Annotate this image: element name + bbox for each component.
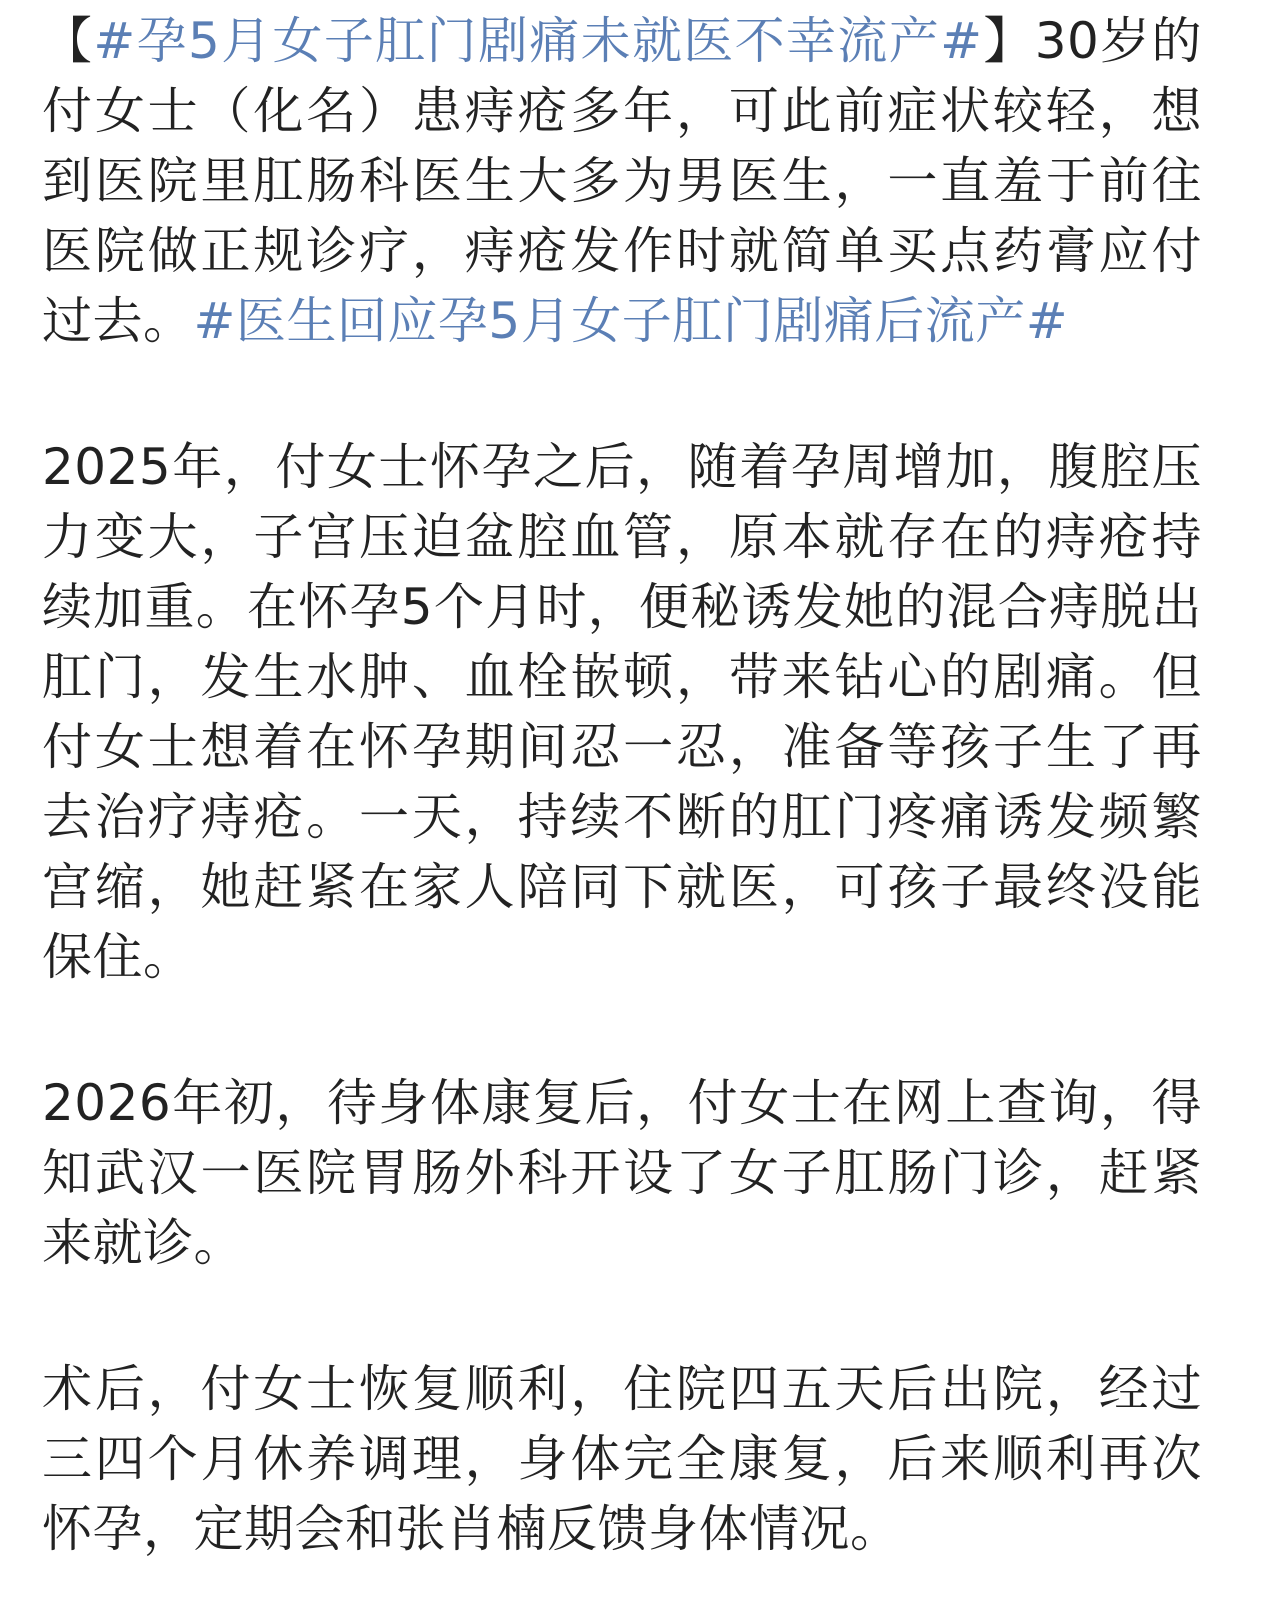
hashtag-link-main[interactable]: #孕5月女子肛门剧痛未就医不幸流产# bbox=[93, 12, 983, 70]
paragraph-recovery-visit: 2026年初，待身体康复后，付女士在网上查询，得知武汉一医院胃肠外科开设了女子肛肠门诊，赶紧来就诊。 bbox=[42, 1074, 1202, 1272]
intro-text: 30岁的付女士（化名）患痔疮多年，可此前症状较轻，想到医院里肛肠科医生大多为男医生，一直羞于前往医院做正规诊疗，痔疮发作时就简单买点药膏应付过去。 bbox=[42, 12, 1203, 350]
hashtag-link-doctor-response[interactable]: #医生回应孕5月女子肛门剧痛后流产# bbox=[193, 292, 1069, 350]
paragraph-after-surgery: 术后，付女士恢复顺利，住院四五天后出院，经过三四个月休养调理，身体完全康复，后来顺利再次怀孕，定期会和张肖楠反馈身体情况。 bbox=[42, 1360, 1202, 1558]
bracket-open: 【 bbox=[42, 12, 94, 70]
paragraph-pregnancy: 2025年，付女士怀孕之后，随着孕周增加，腹腔压力变大，子宫压迫盆腔血管，原本就存在的痔疮持续加重。在怀孕5个月时，便秘诱发她的混合痔脱出肛门，发生水肿、血栓嵌顿，带来钻心的剧痛。但付女士想着在怀孕期间忍一忍，准备等孩子生了再去治疗痔疮。一天，持续不断的肛门疼痛诱发频繁宫缩，她赶紧在家人陪同下就医，可孩子最终没能保住。 bbox=[42, 438, 1202, 986]
bracket-close: 】 bbox=[982, 12, 1035, 70]
post-content bbox=[42, 0, 1202, 1564]
paragraph-intro bbox=[42, 6, 1202, 356]
